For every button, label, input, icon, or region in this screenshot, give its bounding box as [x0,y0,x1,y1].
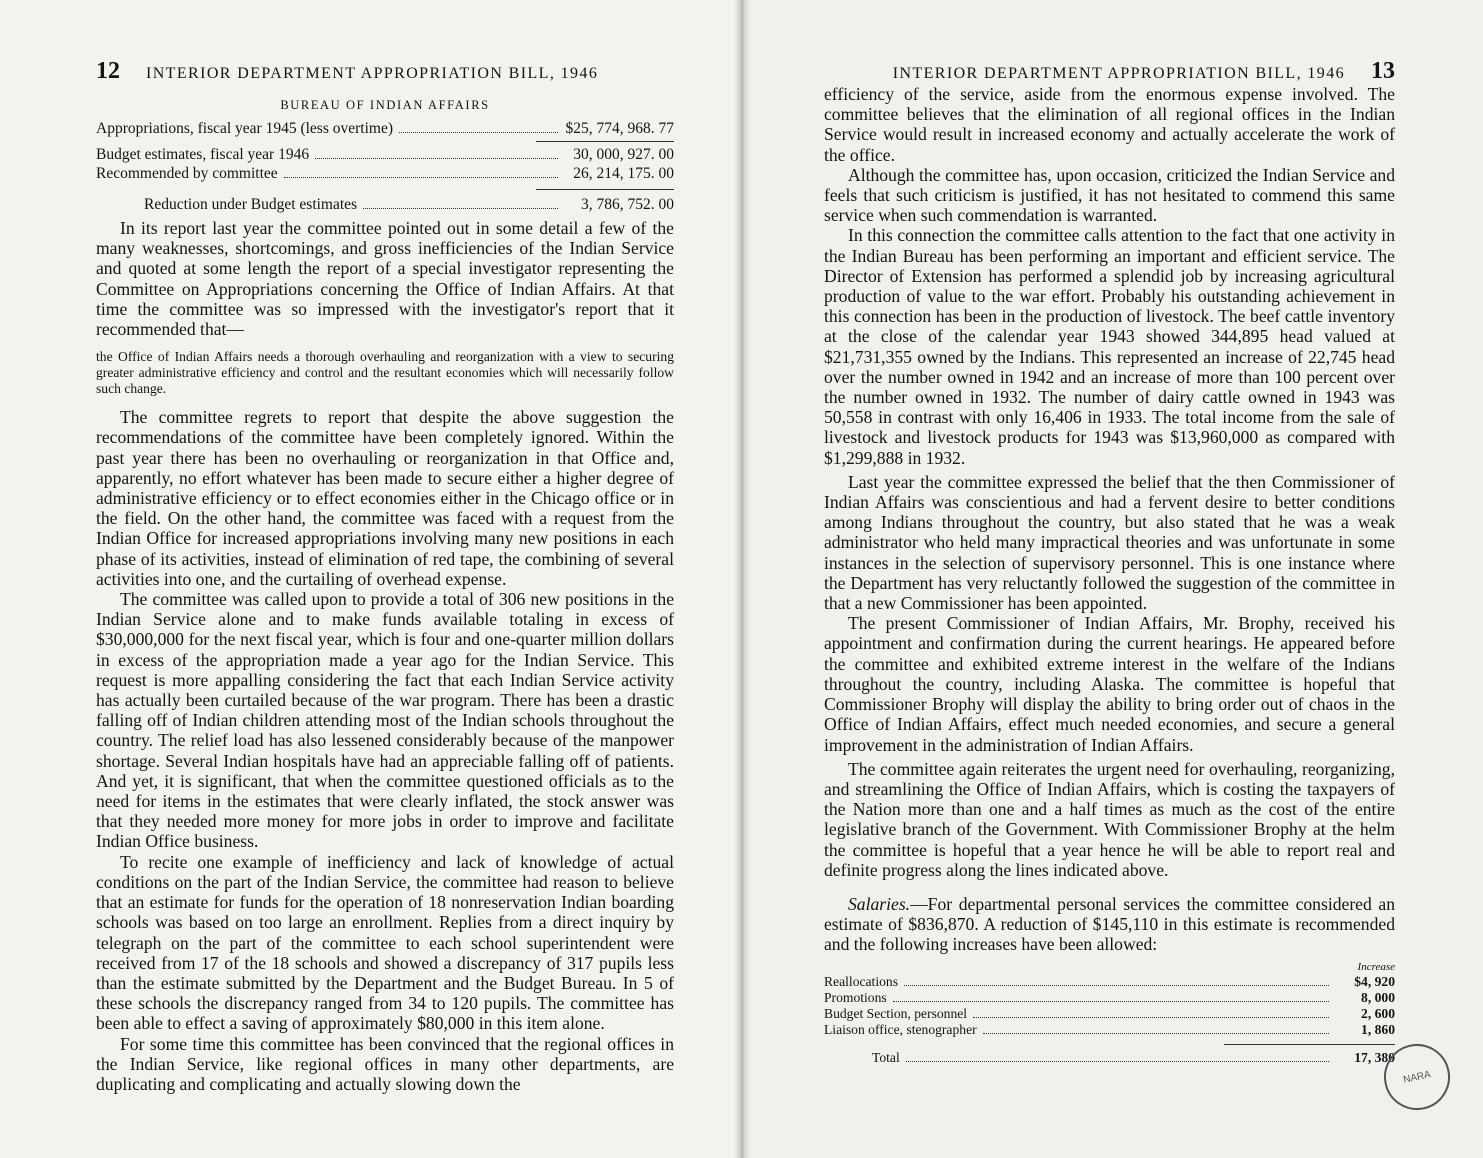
paragraph: Although the committee has, upon occasion, criticized the Indian Service and feels that such criticism is justified, it has not hesitated to commend this same service when such commendation is warranted. [824,164,1395,226]
figure-amount: 3, 786, 752. 00 [581,196,674,213]
leader-dots [973,1017,1329,1018]
figure-row [96,164,674,183]
increase-row [824,1006,1395,1022]
figure-row [96,145,674,164]
divider [1224,1044,1395,1045]
left-page-number: 12 [96,58,120,84]
figure-amount: 30, 000, 927. 00 [573,146,674,163]
paragraph: In this connection the committee calls attention to the fact that one activity in the Indian Bureau has been performing an important and efficient service. The Director of Extension has performed a splendid job by increasing agricultural production of value to the war effort. Probably his outstanding achievement in this connection has been in the production of livestock. The beef cattle inventory at the close of the calendar year 1943 showed 344,895 head valued at $21,731,355 owned by the Indians. This represented an increase of 22,745 head over the number owned in 1942 and an increase of more than 100 percent over the number owned in 1932. The number of dairy cattle owned in 1943 was 50,558 in contrast with only 16,406 in 1933. The total income from the sale of livestock and livestock products for 1943 was $13,960,000 as compared with $1,299,888 in 1932. [824,225,1395,468]
section-heading: BUREAU OF INDIAN AFFAIRS [280,98,490,112]
paragraph: The committee regrets to report that despite the above suggestion the recommendations of the committee have been completely ignored. Within the past year there has been no overhauling or reorganization in that Office and, apparently, no effort whatever has been made to secure either a higher degree of administrative efficiency or to effect economies either in the Chicago office or in the field. On the other hand, the committee was faced with a request from the Indian Office for increased appropriations involving many new positions in each phase of its activities, instead of elimination of red tape, the combining of several activities into one, and the curtailing of overhead expense. [96,407,674,589]
paragraph: The committee was called upon to provide a total of 306 new positions in the Indian Service alone and to make funds available totaling in excess of $30,000,000 for the next fiscal year, which is four and one-quarter million dollars in excess of the appropriation made a year ago for the Indian Service. This request is more appalling considering the fact that each Indian Service activity has actually been curtailed because of the war program. There has been a drastic falling off of Indian children attending most of the Indian schools throughout the country. The relief load has also lessened considerably because of the manpower shortage. Several Indian hospitals have had an appreciable falling off of patients. And yet, it is significant, that when the committee questioned officials as to the need for items in the estimates that were clearly inflated, the stock answer was that they needed more money for more jobs in order to improve and facilitate Indian Office business. [96,589,674,852]
right-page-number: 13 [1371,58,1395,84]
divider [536,189,674,190]
figure-label: Reduction under Budget estimates [144,196,358,213]
divider [536,141,674,142]
stamp-text: NARA [1402,1068,1432,1086]
leader-dots [983,1033,1329,1034]
increase-row [824,990,1395,1006]
increase-amount: 1, 860 [1361,1021,1395,1037]
increase-row [824,1022,1395,1038]
paragraph: The committee again reiterates the urgent need for overhauling, reorganizing, and streamlining the Office of Indian Affairs, which is costing the taxpayers of the Nation more than one and a half times as much as the cost of the entire legislative branch of the Government. With Commissioner Brophy at the helm the committee is hopeful that a year hence he will be able to report real and definite progress along the lines indicated above. [824,758,1395,880]
increase-amount: $4, 920 [1354,973,1395,989]
left-running-title: INTERIOR DEPARTMENT APPROPRIATION BILL, 1946 [146,65,599,82]
figure-label: Appropriations, fiscal year 1945 (less overtime) [96,120,393,137]
increase-row [824,974,1395,990]
paragraph: To recite one example of inefficiency and lack of knowledge of actual conditions on the part of the Indian Service, the committee had reason to believe that an estimate for funds for the operation of 18 nonreservation Indian boarding schools was based on too large an enrollment. Replies from a direct inquiry by telegraph on the part of the committee to each school superintendent were received from 17 of the 18 schools and showed a discrepancy of 317 pupils less than the estimate submitted by the Department and the Budget Bureau. In 5 of these schools the discrepancy ranged from 34 to 120 pupils. The committee has been able to effect a saving of approximately $80,000 in this item alone. [96,851,674,1034]
paragraph: For some time this committee has been convinced that the regional offices in the Indian Service, like regional offices in many other departments, are duplicating and complicating and actually slowing down the [96,1033,674,1094]
salaries-title: Salaries. [848,893,911,914]
increase-label: Liaison office, stenographer [824,1021,977,1037]
figure-row [96,119,674,138]
quote-text: the Office of Indian Affairs needs a thorough overhauling and reorganization with a view to securing greater administrative efficiency and control and the resultant economies which will necessarily follow such change. [96,349,674,397]
increase-table [824,961,1395,1066]
figure-row [96,195,674,214]
leader-dots [315,158,558,159]
block-quote [96,349,674,397]
increase-amount: 8, 000 [1361,989,1395,1005]
total-label: Total [872,1049,900,1065]
increase-column-header: Increase [1357,960,1395,973]
leader-dots [906,1061,1329,1062]
left-running-head [96,58,674,84]
increase-label: Promotions [824,989,887,1005]
total-row [824,1050,1395,1066]
paragraph: efficiency of the service, aside from the enormous expense involved. The committee believes that the elimination of all regional offices in the Indian Service would result in increased economy and actually accelerate the work of the office. [824,84,1395,165]
paragraph: In its report last year the committee pointed out in some detail a few of the many weaknesses, shortcomings, and gross inefficiencies of the Indian Service and quoted at some length the report of a special investigator representing the Committee on Appropriations concerning the Office of Indian Affairs. At that time the committee was so impressed with the investigator's report that it recommended that— [96,218,674,340]
increase-amount: 2, 600 [1361,1005,1395,1021]
leader-dots [363,208,558,209]
right-running-title: INTERIOR DEPARTMENT APPROPRIATION BILL, 1946 [892,65,1345,82]
increase-label: Budget Section, personnel [824,1005,968,1021]
paragraph: The present Commissioner of Indian Affairs, Mr. Brophy, received his appointment and confirmation during the current hearings. He appeared before the committee and exhibited extreme interest in the welfare of the Indians throughout the country, including Alaska. The committee is hopeful that Commissioner Brophy will display the ability to bring order out of chaos in the Office of Indian Affairs, effect much needed economies, and secure a general improvement in the administration of Indian Affairs. [824,613,1395,755]
figure-label: Recommended by committee [96,165,278,182]
increase-label: Reallocations [824,973,898,989]
leader-dots [904,985,1329,986]
figure-label: Budget estimates, fiscal year 1946 [96,146,310,163]
leader-dots [399,132,558,133]
leader-dots [284,177,558,178]
salaries-text: —For departmental personal services the committee considered an estimate of $836,870. A reduction of $145,110 in this estimate is recommended and the following increases have been allowed: [824,893,1395,955]
salaries-paragraph [824,894,1395,955]
figure-amount: $25, 774, 968. 77 [565,120,674,137]
leader-dots [893,1001,1329,1002]
right-page [742,0,1483,1158]
right-running-head [824,58,1395,84]
total-amount: 17, 380 [1354,1049,1395,1065]
book-gutter [734,0,750,1158]
paragraph: Last year the committee expressed the belief that the then Commissioner of Indian Affairs was conscientious and had a fervent desire to better conditions among Indians throughout the country, but also stated that he was a weak administrator who held many impractical theories and was unfortunate in some instances in the selection of supervisory personnel. This is one instance where the Department has very reluctantly followed the suggestion of the committee in that a new Commissioner has been appointed. [824,471,1395,614]
figure-amount: 26, 214, 175. 00 [573,165,674,182]
